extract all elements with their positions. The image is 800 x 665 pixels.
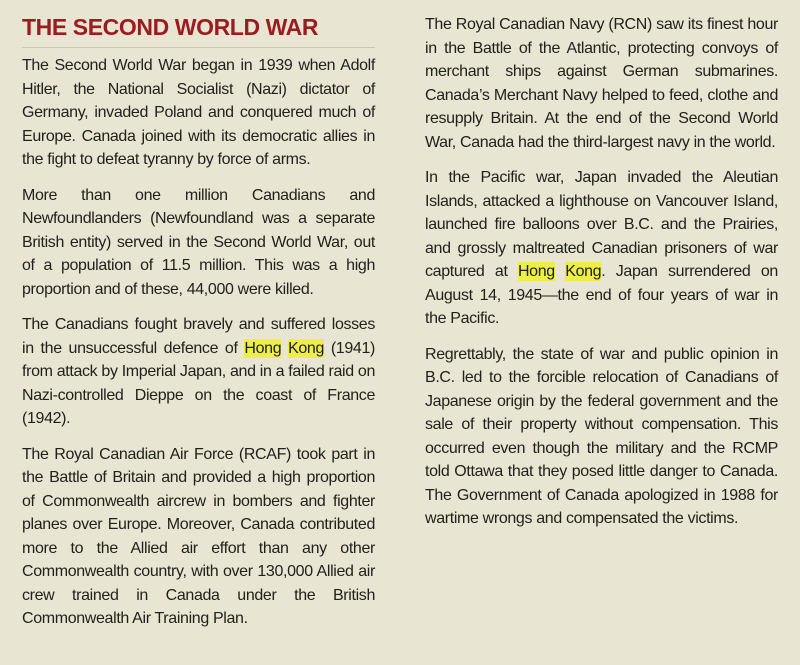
text-segment bbox=[555, 263, 565, 280]
text-segment: (1941) from attack by Imperial Japan, and in a failed raid on Nazi-controlled Dieppe on the coast of France (1942). bbox=[22, 339, 375, 427]
text-segment: In the Pacific war, Japan invaded the Aleutian Islands, attacked a lighthouse on Vancouver Island, launched fire balloons over B.C. and the Prairies, and grossly maltreated Canadian prisoners of war captured at bbox=[425, 169, 778, 280]
text-segment: . Japan surrendered on August 14, 1945—the end of four years of war in the Pacific. bbox=[425, 263, 778, 327]
paragraph bbox=[22, 443, 375, 631]
left-column-paragraphs bbox=[22, 54, 375, 631]
section-title: THE SECOND WORLD WAR bbox=[22, 15, 375, 48]
highlighted-text: Hong bbox=[244, 339, 282, 357]
text-segment: The Second World War began in 1939 when Adolf Hitler, the National Socialist (Nazi) dictator of Germany, invaded Poland and conquered much of Europe. Canada joined with its democratic allies in the fight to defeat tyranny by force of arms. bbox=[22, 57, 375, 168]
text-segment: More than one million Canadians and Newfoundlanders (Newfoundland was a separate British entity) served in the Second World War, out of a population of 11.5 million. This was a high proportion and of these, 44,000 were killed. bbox=[22, 186, 375, 298]
text-segment: The Canadians fought bravely and suffered losses in the unsuccessful defence of bbox=[22, 316, 375, 357]
paragraph bbox=[425, 343, 778, 531]
right-column-paragraphs bbox=[425, 13, 778, 531]
paragraph bbox=[425, 166, 778, 331]
paragraph bbox=[22, 184, 375, 302]
right-column bbox=[425, 13, 778, 665]
highlighted-text: Hong bbox=[517, 263, 555, 280]
highlighted-text: Kong bbox=[288, 339, 325, 357]
text-segment: Regrettably, the state of war and public opinion in B.C. led to the forcible relocation of Canadians of Japanese origin by the federal government and the sale of their property without compensation. This occurred even though the military and the RCMP told Ottawa that they posed little danger to Canada. The Government of Canada apologized in 1988 for wartime wrongs and compensated the victims. bbox=[425, 345, 778, 527]
left-column bbox=[22, 13, 375, 665]
paragraph bbox=[22, 54, 375, 172]
paragraph bbox=[425, 13, 778, 154]
highlighted-text: Kong bbox=[565, 263, 602, 280]
paragraph bbox=[22, 313, 375, 431]
text-segment: The Royal Canadian Air Force (RCAF) took part in the Battle of Britain and provided a high proportion of Commonwealth aircrew in bombers and fighter planes over Europe. Moreover, Canada contributed more to the Allied air effort than any other Commonwealth country, with over 130,000 Allied air crew trained in Canada under the British Commonwealth Air Training Plan. bbox=[22, 445, 375, 627]
text-segment: The Royal Canadian Navy (RCN) saw its finest hour in the Battle of the Atlantic, protecting convoys of merchant ships against German submarines. Canada’s Merchant Navy helped to feed, clothe and resupply Britain. At the end of the Second World War, Canada had the third-largest navy in the world. bbox=[425, 16, 778, 151]
